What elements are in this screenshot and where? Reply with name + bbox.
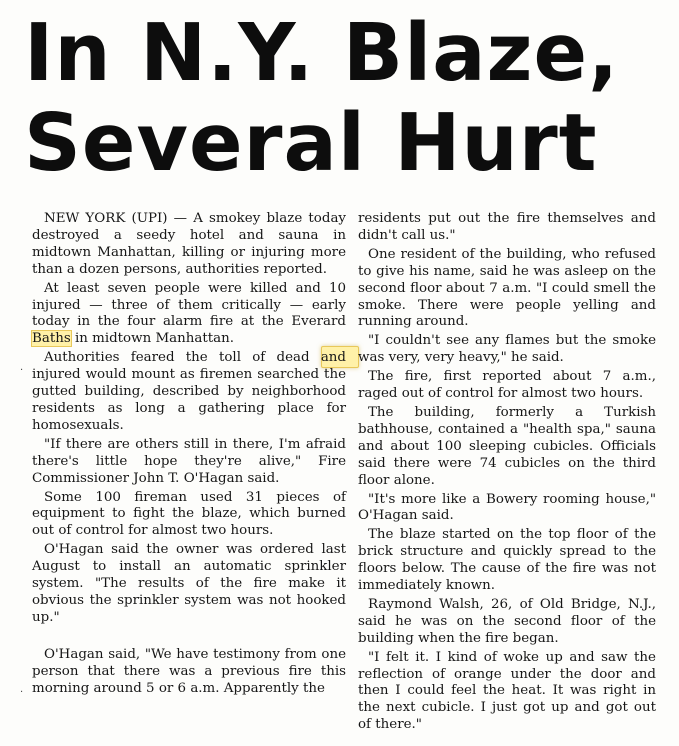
paragraph-tail: in midtown Manhattan. <box>70 331 235 347</box>
paragraph: "It's more like a Bowery rooming house," O'Hagan said. <box>358 491 656 524</box>
search-highlight: Baths <box>32 331 71 347</box>
paragraph: "I couldn't see any flames but the smoke was very, very heavy," he said. <box>358 333 656 366</box>
paragraph: residents put out the fire themselves and didn't call us." <box>358 211 656 243</box>
paragraph: Authorities feared the toll of dead and injured would mount as firemen searched the gutted building, described by neighborhood residents as long a gathering place for homosexuals. <box>32 350 346 433</box>
paragraph: "If there are others still in there, I'm afraid there's little hope they're alive," Fire Commissioner John T. O'Hagan said. <box>32 436 346 486</box>
paragraph: Raymond Walsh, 26, of Old Bridge, N.J., said he was on the second floor of the building when the fire began. <box>358 596 656 646</box>
paragraph-text: At least seven people were killed and 10 injured — three of them critically — early today in the four alarm fire at the Everard <box>32 280 346 330</box>
article-column-left <box>32 211 346 699</box>
paragraph: O'Hagan said the owner was ordered last August to install an automatic sprinkler system. "The results of the fire make it obvious the sprinkler system was not hooked up." <box>32 542 346 625</box>
paragraph: The building, formerly a Turkish bathhouse, contained a "health spa," sauna and about 100 sleeping cubicles. Officials said there were 74 cubicles on the third floor alone. <box>358 404 656 488</box>
paragraph: O'Hagan said, "We have testimony from one person that there was a previous fire this morning around 5 or 6 a.m. Apparently the <box>32 646 346 696</box>
paragraph: Some 100 fireman used 31 pieces of equipment to fight the blaze, which burned out of control for almost two hours. <box>32 489 346 539</box>
paragraph: The fire, first reported about 7 a.m., raged out of control for almost two hours. <box>358 369 656 402</box>
headline-line-2: Several Hurt <box>24 97 598 189</box>
margin-dot-icon: · <box>20 365 24 376</box>
headline <box>24 8 669 188</box>
paragraph: "I felt it. I kind of woke up and saw the reflection of orange under the door and then I could feel the heat. It was right in the next cubicle. I just got up and got out of there." <box>358 649 656 733</box>
headline-line-1: In N.Y. Blaze, <box>24 7 620 99</box>
paragraph: NEW YORK (UPI) — A smokey blaze today destroyed a seedy hotel and sauna in midtown Manhattan, killing or injuring more than a dozen persons, authorities reported. <box>32 211 346 277</box>
paragraph-highlighted <box>32 281 346 349</box>
article-column-right <box>358 211 656 736</box>
paragraph: The blaze started on the top floor of the brick structure and quickly spread to the floors below. The cause of the fire was not immediately known. <box>358 527 656 594</box>
margin-dot-icon: · <box>20 687 24 698</box>
paragraph: One resident of the building, who refused to give his name, said he was asleep on the second floor about 7 a.m. "I could smell the smoke. There were people yelling and running around. <box>358 246 656 330</box>
